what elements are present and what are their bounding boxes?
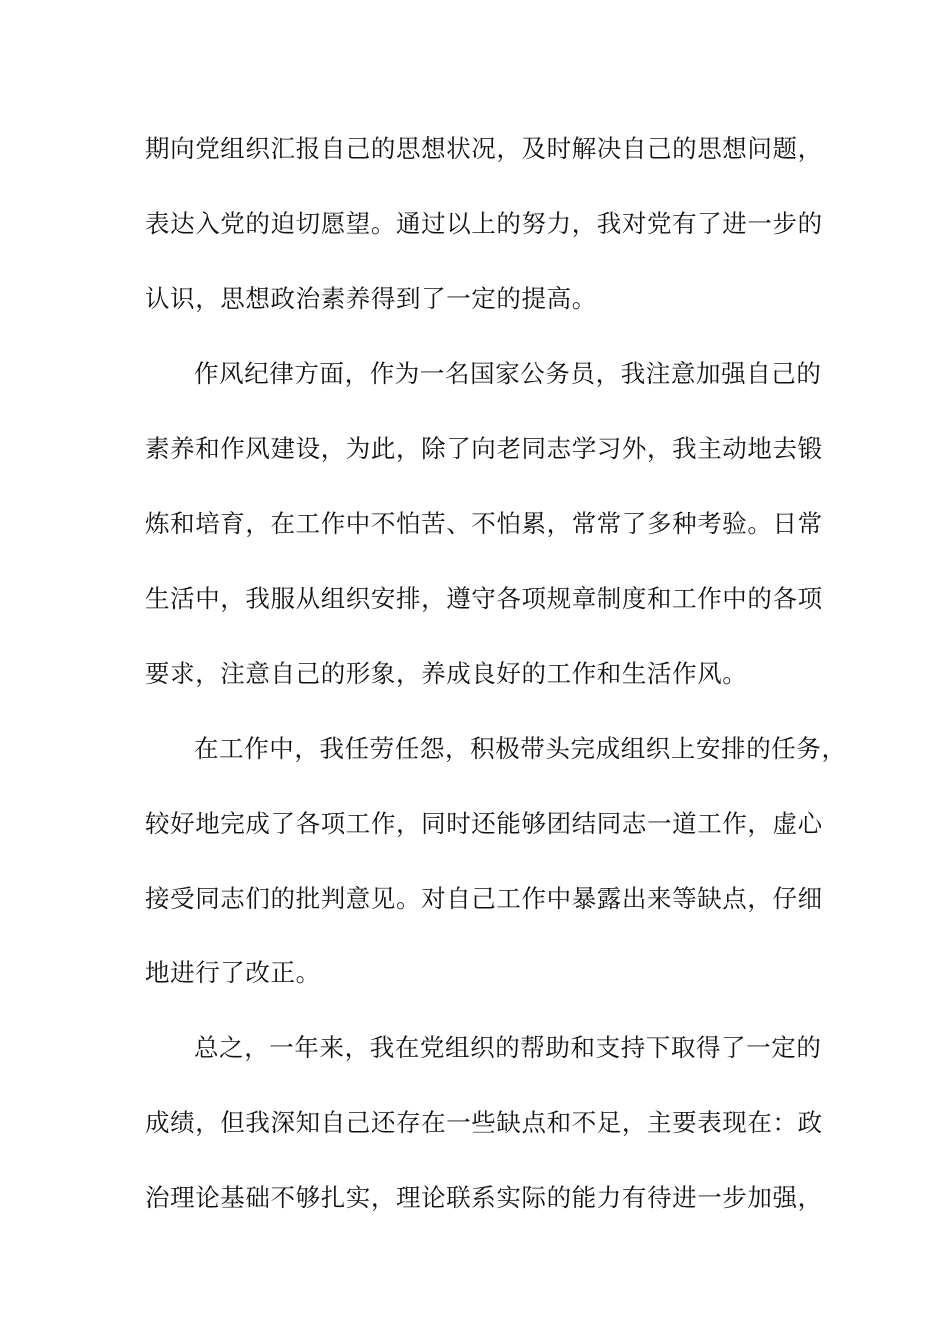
- text-line: 较好地完成了各项工作，同时还能够团结同志一道工作，虚心: [145, 809, 823, 838]
- text-line: 成绩，但我深知自己还存在一些缺点和不足，主要表现在：政: [145, 1108, 823, 1137]
- paragraph-first-line: 作风纪律方面，作为一名国家公务员，我注意加强自己的: [194, 359, 822, 388]
- paragraph-first-line: 总之，一年来，我在党组织的帮助和支持下取得了一定的: [194, 1033, 822, 1062]
- text-line: 炼和培育，在工作中不怕苦、不怕累，常常了多种考验。日常: [145, 509, 823, 538]
- text-line: 素养和作风建设，为此，除了向老同志学习外，我主动地去锻: [145, 434, 823, 463]
- text-line: 认识，思想政治素养得到了一定的提高。: [145, 284, 597, 313]
- text-line: 表达入党的迫切愿望。通过以上的努力，我对党有了进一步的: [145, 209, 823, 238]
- text-line: 地进行了改正。: [145, 958, 321, 987]
- text-line: 期向党组织汇报自己的思想状况，及时解决自己的思想问题，: [145, 134, 823, 163]
- text-line: 要求，注意自己的形象，养成良好的工作和生活作风。: [145, 659, 748, 688]
- text-line: 治理论基础不够扎实，理论联系实际的能力有待进一步加强，: [145, 1183, 823, 1212]
- text-line: 生活中，我服从组织安排，遵守各项规章制度和工作中的各项: [145, 584, 823, 613]
- text-line: 接受同志们的批判意见。对自己工作中暴露出来等缺点，仔细: [145, 884, 823, 913]
- paragraph-first-line: 在工作中，我任劳任怨，积极带头完成组织上安排的任务，: [194, 734, 847, 763]
